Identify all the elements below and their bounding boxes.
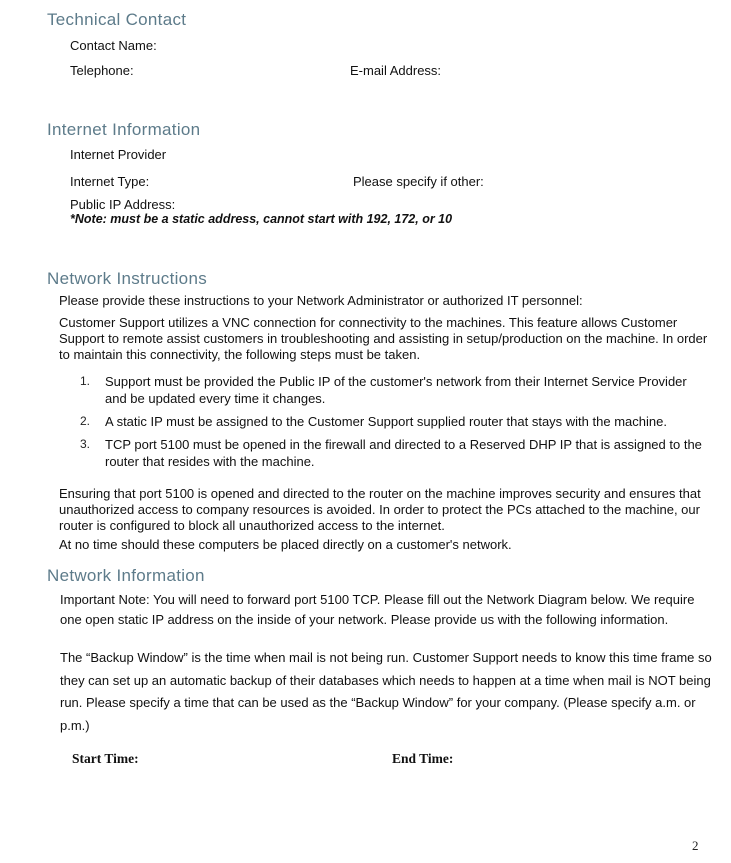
contact-name-label: Contact Name: [70,38,157,53]
static-address-note: *Note: must be a static address, cannot start with 192, 172, or 10 [70,212,453,226]
network-instructions-paragraph-2: Ensuring that port 5100 is opened and directed to the router on the machine improves security and ensures that unauthorized access to company resources is avoided. In order to protect the PCs attached to the machine, our router is configured to block all unauthorized access to the internet. [59,486,701,533]
telephone-label: Telephone: [70,63,134,78]
section-heading-network-instructions: Network Instructions [47,269,207,288]
step-text: TCP port 5100 must be opened in the firewall and directed to a Reserved DHP IP that is assigned to the router that resides with the machine. [105,437,702,469]
start-time-label: Start Time: [72,751,139,766]
end-time-label: End Time: [392,751,454,766]
section-heading-technical-contact: Technical Contact [47,10,187,29]
step-number: 3. [80,437,91,451]
network-instructions-paragraph-1: Customer Support utilizes a VNC connection for connectivity to the machines. This feature allows Customer Support to remote assist customers in troubleshooting and assisting in setup/production on the machine. In order to maintain this connectivity, the following steps must be taken. [59,315,708,362]
internet-provider-label: Internet Provider [70,147,167,162]
step-text: Support must be provided the Public IP of the customer's network from their Internet Service Provider and be updated every time it changes. [105,374,687,406]
step-item-1 [80,373,710,407]
network-instructions-intro: Please provide these instructions to your Network Administrator or authorized IT personnel: [59,293,583,308]
step-text: A static IP must be assigned to the Customer Support supplied router that stays with the machine. [105,414,667,429]
network-instructions-steps [80,373,710,476]
step-item-2 [80,413,710,430]
network-information-paragraph-1: Important Note: You will need to forward port 5100 TCP. Please fill out the Network Diagram below. We require one open static IP address on the inside of your network. Please provide us with the following information. [60,592,695,627]
network-instructions-paragraph-3: At no time should these computers be placed directly on a customer's network. [59,537,512,552]
section-heading-internet-information: Internet Information [47,120,201,139]
internet-type-label: Internet Type: [70,174,150,189]
step-number: 1. [80,374,91,388]
step-number: 2. [80,414,91,428]
email-address-label: E-mail Address: [350,63,442,78]
specify-if-other-label: Please specify if other: [353,174,484,189]
section-heading-network-information: Network Information [47,566,205,585]
public-ip-address-label: Public IP Address: [70,197,176,212]
network-information-paragraph-2: The “Backup Window” is the time when mail is not being run. Customer Support needs to know this time frame so they can set up an automatic backup of their databases which needs to happen at a time when mail is NOT being run. Please specify a time that can be used as the “Backup Window” for your company. (Please specify a.m. or p.m.) [60,650,712,733]
page-number: 2 [692,838,699,853]
step-item-3 [80,436,710,470]
